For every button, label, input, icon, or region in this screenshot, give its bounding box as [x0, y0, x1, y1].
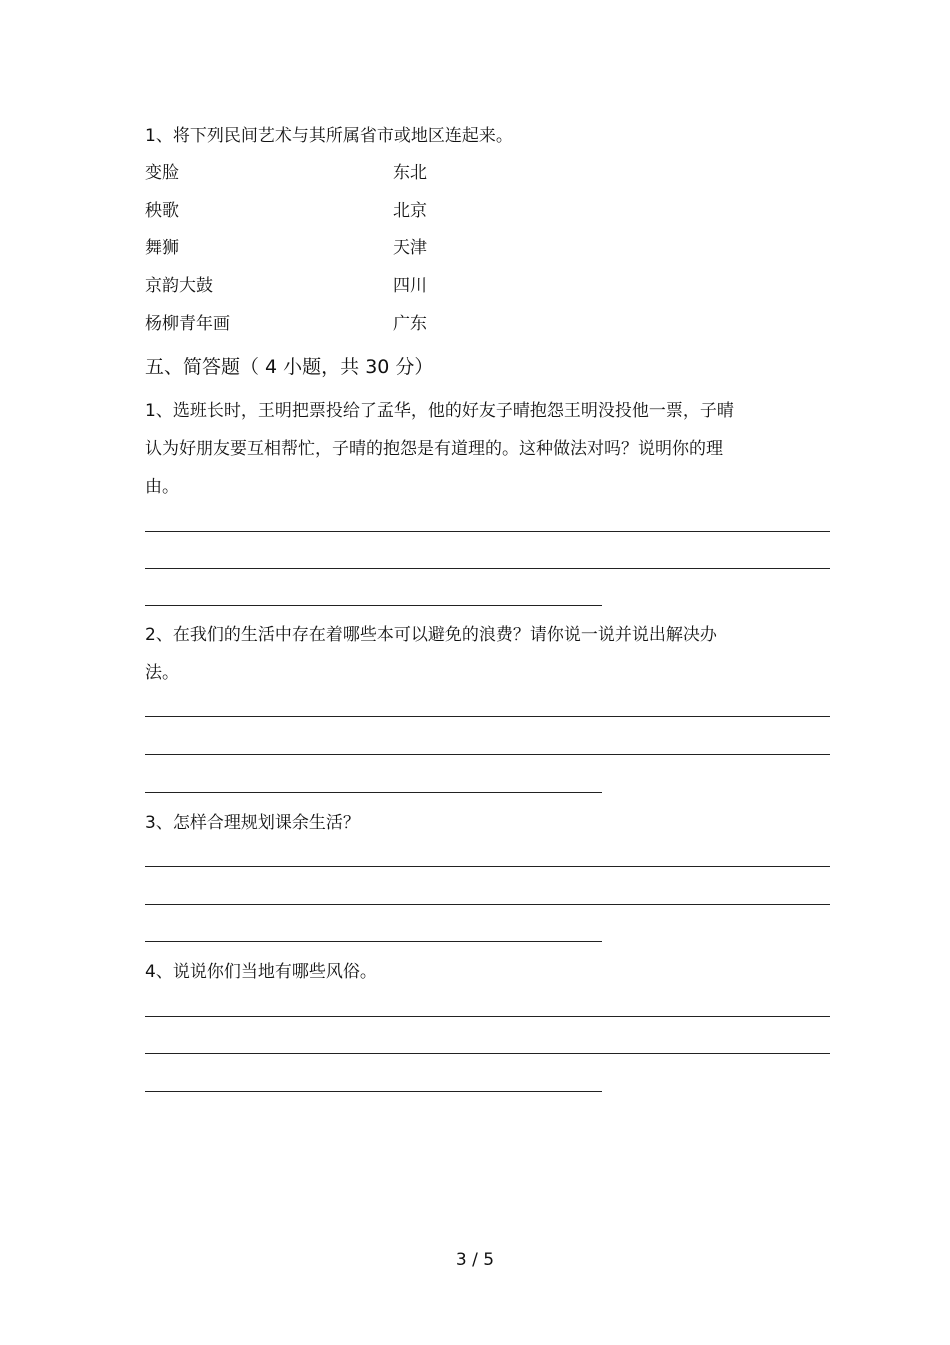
question-2-line: 2、在我们的生活中存在着哪些本可以避免的浪费？请你说一说并说出解决办 [145, 625, 717, 645]
answer-line[interactable] [145, 531, 830, 532]
art-item: 舞狮 [145, 238, 179, 258]
question-2-line: 法。 [145, 663, 179, 683]
art-item: 变脸 [145, 163, 179, 183]
answer-line[interactable] [145, 904, 830, 905]
answer-line[interactable] [145, 1016, 830, 1017]
answer-line[interactable] [145, 1053, 830, 1054]
question-1-line: 1、选班长时，王明把票投给了孟华，他的好友子晴抱怨王明没投他一票，子晴 [145, 401, 734, 421]
art-item: 秧歌 [145, 201, 179, 221]
question-4-line: 4、说说你们当地有哪些风俗。 [145, 962, 377, 982]
art-item: 京韵大鼓 [145, 276, 213, 296]
question-1-line: 认为好朋友要互相帮忙，子晴的抱怨是有道理的。这种做法对吗？说明你的理 [145, 439, 723, 459]
region-item: 北京 [393, 201, 427, 221]
answer-line[interactable] [145, 792, 602, 793]
art-item: 杨柳青年画 [145, 314, 230, 334]
region-item: 广东 [393, 314, 427, 334]
answer-line[interactable] [145, 754, 830, 755]
region-item: 四川 [393, 276, 427, 296]
answer-line[interactable] [145, 1091, 602, 1092]
matching-instruction: 1、将下列民间艺术与其所属省市或地区连起来。 [145, 126, 513, 146]
region-item: 天津 [393, 238, 427, 258]
answer-line[interactable] [145, 605, 602, 606]
region-item: 东北 [393, 163, 427, 183]
answer-line[interactable] [145, 568, 830, 569]
page-number: 3 / 5 [455, 1250, 495, 1270]
answer-line[interactable] [145, 941, 602, 942]
question-3-line: 3、怎样合理规划课余生活？ [145, 813, 360, 833]
answer-line[interactable] [145, 866, 830, 867]
answer-line[interactable] [145, 716, 830, 717]
question-1-line: 由。 [145, 477, 179, 497]
section-heading: 五、简答题（ 4 小题，共 30 分） [145, 356, 434, 378]
